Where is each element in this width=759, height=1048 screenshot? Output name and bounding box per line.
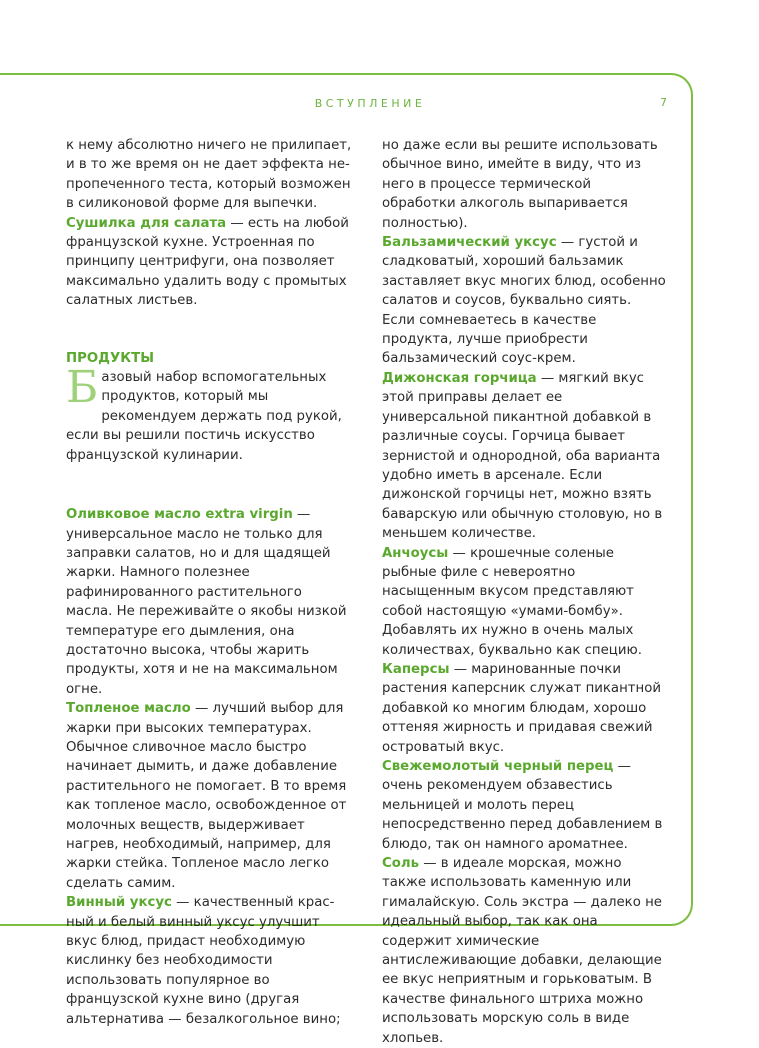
drop-cap: Б (66, 362, 99, 414)
intro-paragraph: к нему абсолютно ничего не прилипает, и в то же время он не дает эффекта непропеченного теста, который возможен в силиконовой форме для выпечки. (66, 138, 352, 212)
anchovy-entry (382, 544, 668, 660)
left-column (66, 136, 352, 1029)
salad-spinner-text: — есть на любой французской кухне. Устроенная по принципу центрифуги, она позволяет максимально удалить воду с промытых салатных листьев. (66, 215, 349, 309)
wine-vinegar-entry (66, 893, 352, 1029)
capers-term: Каперсы (382, 661, 450, 677)
anchovy-text: — крошечные соленые рыбные филе с невероятно насыщенным вкусом представляют собой настоящую «умами-бомбу». Добавлять их нужно в очень малых количествах, буквально как специю. (382, 545, 642, 658)
olive-oil-text: — универсальное масло не только для заправки салатов, но и для щадящей жарки. Намного полезнее рафинированного растительного масла. Не переживайте о якобы низкой температуре его дымления, она достаточно высока, чтобы жарить продукты, хотя и не на максимальном огне. (66, 507, 347, 697)
section-title: ВСТУПЛЕНИЕ (314, 97, 426, 110)
dijon-entry (382, 369, 668, 544)
page-number: 7 (660, 96, 667, 109)
products-intro (66, 362, 352, 465)
pepper-text: — очень рекомендуем обзавестись мельницей и молоть перец непосредственно перед добавлением в блюдо, так он намного ароматнее. (382, 759, 663, 852)
salt-text: — в идеале морская, можно также использовать каменную или гималайскую. Соль экстра — далеко не идеальный выбор, так как она содержит химические антислеживающие добавки, делающие ее вкус неприятным и горьковатым. В качестве финального штриха можно использовать морскую соль в виде хлопьев. (382, 856, 662, 1046)
olive-oil-entry (66, 505, 352, 699)
ghee-entry (66, 699, 352, 893)
salt-term: Соль (382, 856, 420, 872)
wine-vinegar-term: Винный уксус (66, 895, 172, 911)
pepper-entry (382, 757, 668, 854)
wine-vinegar-continued: но даже если вы решите использовать обычное вино, имейте в виду, что из него в процессе термической обработки алкоголь выпаривается полностью). (382, 138, 658, 231)
capers-text: — маринованные почки растения каперсник служат пикантной добавкой ко многим блюдам, хорошо оттеняя жирность и придавая свежий островатый вкус. (382, 661, 661, 755)
dijon-text: — мягкий вкус этой приправы делает ее универсальной пикантной добавкой в различные соусы. Горчица бывает зернистой и однородной, оба варианта удобно иметь в арсенале. Если дижонской горчицы нет, можно взять баварскую или обычную столовую, но в меньшем количестве. (382, 370, 663, 542)
salad-spinner-term: Сушилка для салата (66, 215, 227, 231)
balsamic-entry (382, 233, 668, 369)
capers-entry (382, 660, 668, 757)
ghee-text: — лучший выбор для жарки при высоких температурах. Обычное сливочное масло быстро начинает дымить, и даже добавление растительного не помогает. В то время как топленое масло, освобожденное от молочных веществ, выдерживает нагрев, необходимый, например, для жарки стейка. Топленое масло легко сделать самим. (66, 701, 347, 891)
products-intro-text: азовый набор вспомогательных продуктов, который мы рекомендуем держать под рукой, если вы решили постичь искусство французской кулинарии. (66, 370, 342, 463)
products-heading: ПРОДУКТЫ (66, 350, 154, 366)
anchovy-term: Анчоусы (382, 545, 449, 561)
balsamic-text: — густой и сладковатый, хороший бальзамик заставляет вкус многих блюд, особенно салатов и соусов, буквально сиять. Если сомневаетесь в качестве продукта, лучше приобрести бальзамический соус-крем. (382, 235, 666, 367)
olive-oil-term: Оливковое масло extra virgin (66, 507, 293, 523)
salad-spinner-entry (66, 214, 352, 311)
ghee-term: Топленое масло (66, 701, 191, 717)
pepper-term: Свежемолотый черный перец (382, 759, 614, 774)
wine-vinegar-text: — качественный красный и белый винный уксус улучшит вкус блюд, придаст необходимую кислинку без необходимости использовать популярное во французской кухне вино (другая альтернатива — безалкогольное вино; (66, 895, 341, 1027)
dijon-term: Дижонская горчица (382, 370, 537, 386)
salt-entry (382, 854, 668, 1048)
right-column (382, 136, 668, 1048)
balsamic-term: Бальзамический уксус (382, 235, 557, 251)
